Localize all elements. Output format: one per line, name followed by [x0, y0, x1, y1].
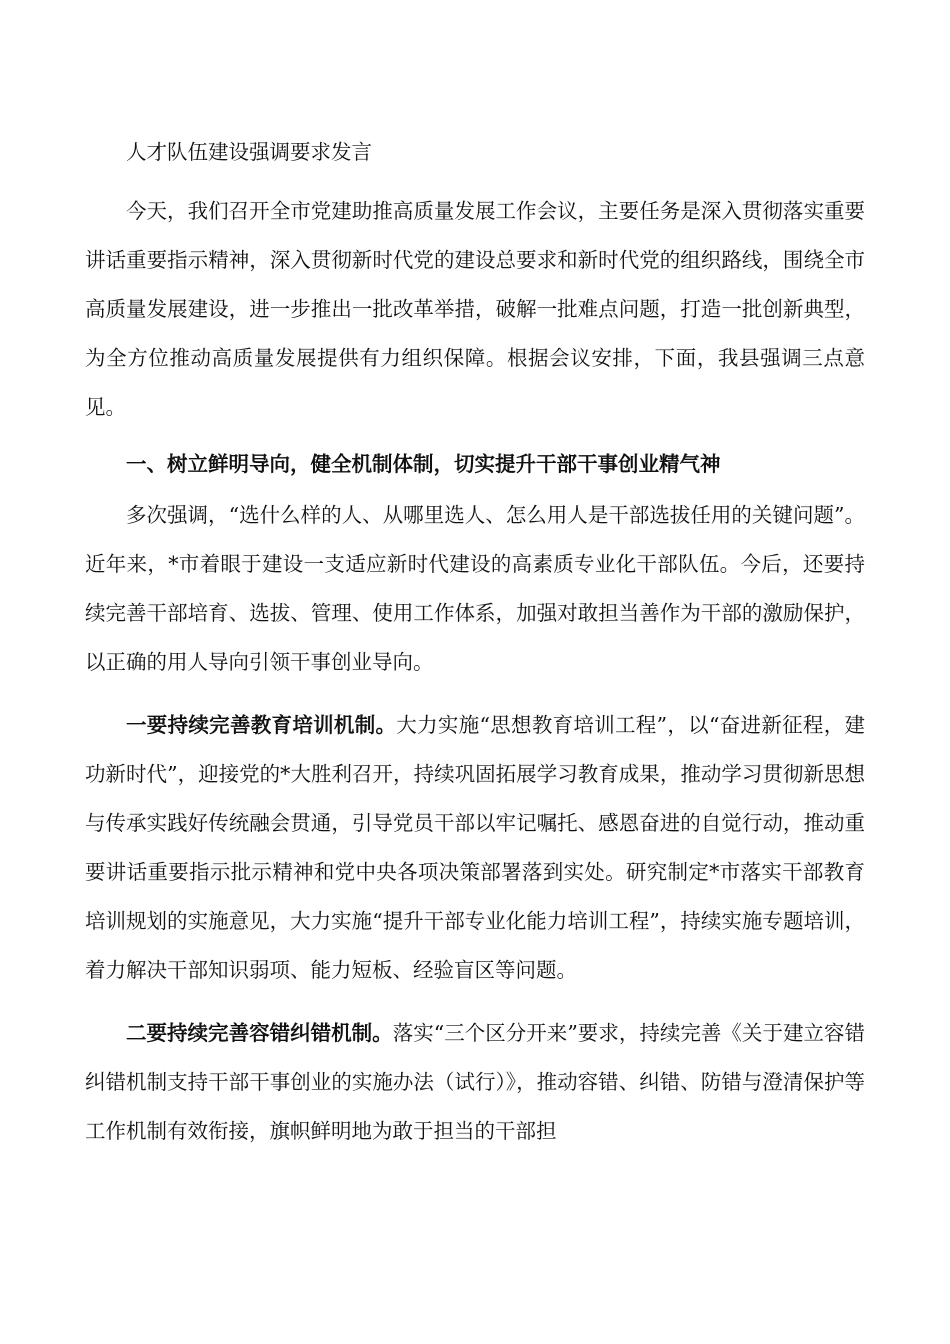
- point-1-lead: 一要持续完善教育培训机制。: [126, 713, 397, 737]
- point-2-lead: 二要持续完善容错纠错机制。: [126, 1021, 393, 1045]
- section-1-paragraph: 多次强调，“选什么样的人、从哪里选人、怎么用人是干部选拔任用的关键问题”。近年来，*市着眼于建设一支适应新时代建设的高素质专业化干部队伍。今后，还要持续完善干部培育、选拔、管理、使用工作体系，加强对敢担当善作为干部的激励保护，以正确的用人导向引领干事创业导向。: [85, 503, 865, 674]
- section-heading-1: 一、树立鲜明导向，健全机制体制，切实提升干部干事创业精气神: [126, 452, 721, 476]
- point-2-paragraph: [85, 1009, 865, 1156]
- intro-paragraph: 今天，我们召开全市党建助推高质量发展工作会议，主要任务是深入贯彻落实重要讲话重要指示精神，深入贯彻新时代党的建设总要求和新时代党的组织路线，围绕全市高质量发展建设，进一步推出一批改革举措，破解一批难点问题，打造一批创新典型，为全方位推动高质量发展提供有力组织保障。根据会议安排，下面，我县强调三点意见。: [85, 199, 865, 419]
- point-2-body: 落实“三个区分开来”要求，持续完善《关于建立容错纠错机制支持干部干事创业的实施办法（试行）》，推动容错、纠错、防错与澄清保护等工作机制有效衔接，旗帜鲜明地为敢于担当的干部担: [85, 1021, 866, 1143]
- document-title: 人才队伍建设强调要求发言: [126, 140, 372, 164]
- point-1-paragraph: [85, 701, 865, 995]
- document-body: [85, 128, 865, 1156]
- point-1-body: 大力实施“思想教育培训工程”，以“奋进新征程，建功新时代”，迎接党的*大胜利召开，持续巩固拓展学习教育成果，推动学习贯彻新思想与传承实践好传统融会贯通，引导党员干部以牢记嘱托、感恩奋进的自觉行动，推动重要讲话重要指示批示精神和党中央各项决策部署落到实处。研究制定*市落实干部教育培训规划的实施意见，大力实施“提升干部专业化能力培训工程”，持续实施专题培训，着力解决干部知识弱项、能力短板、经验盲区等问题。: [85, 713, 865, 982]
